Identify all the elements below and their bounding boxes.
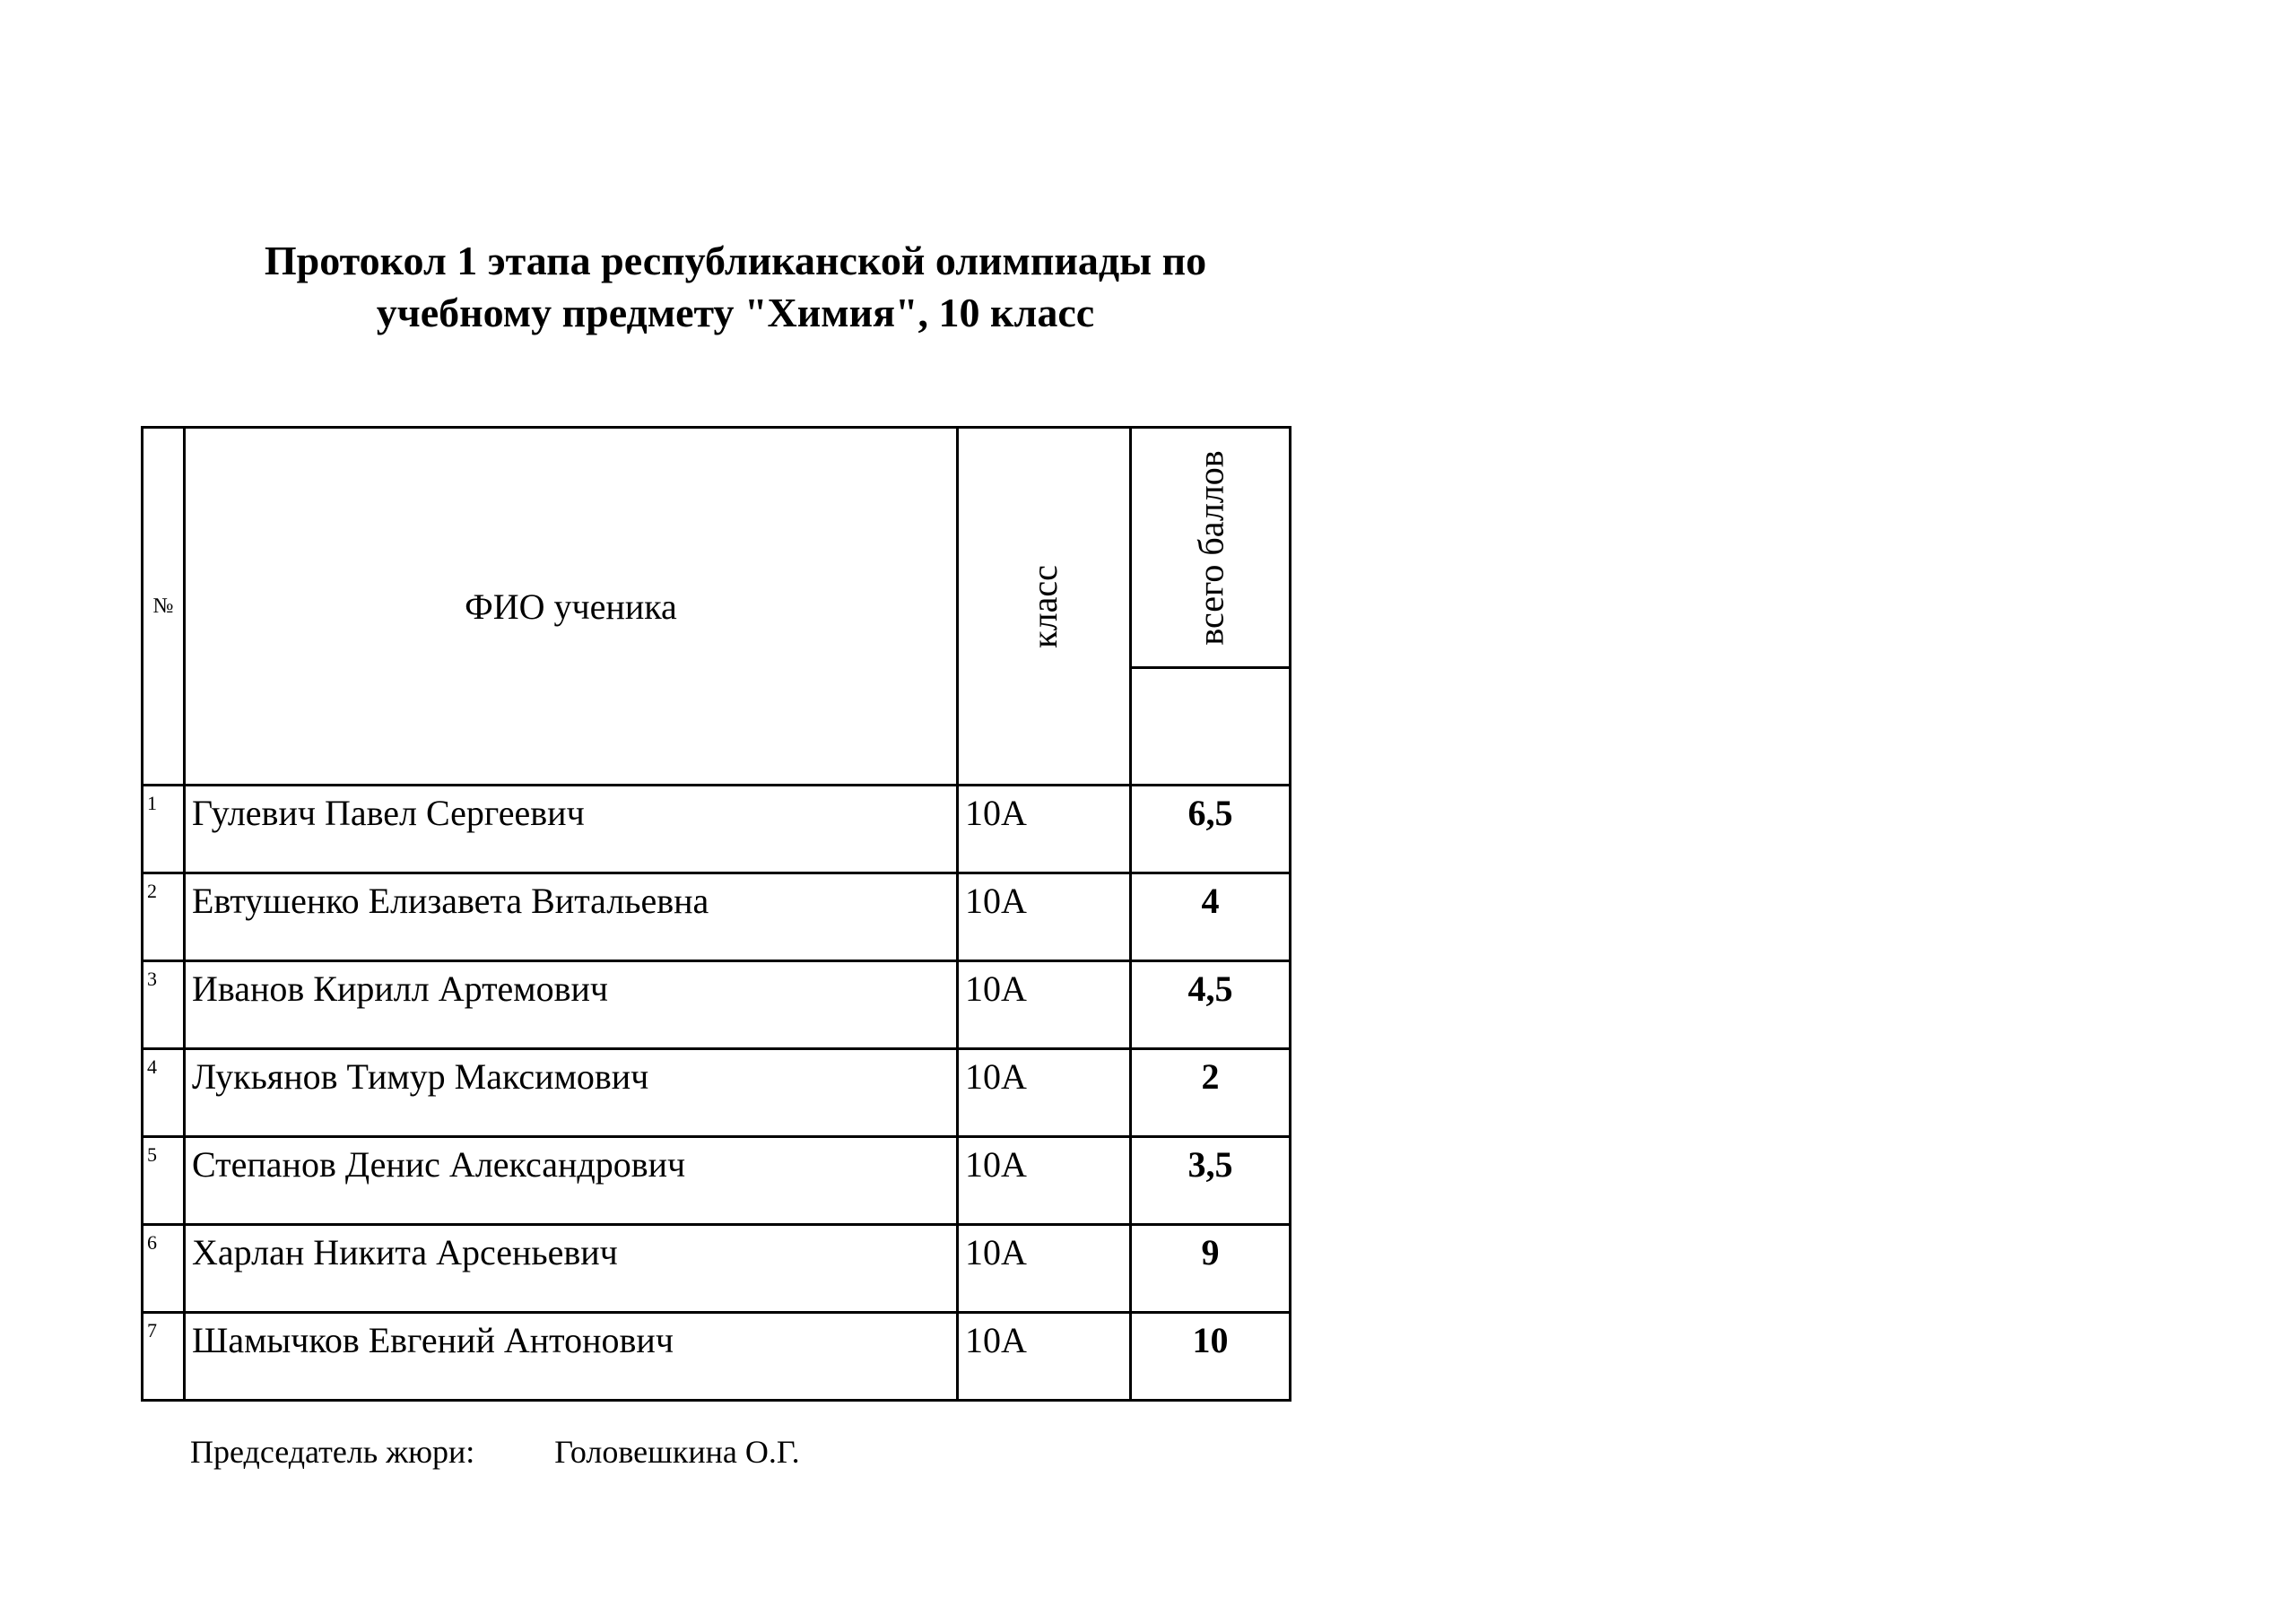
table-row (143, 873, 1291, 961)
table-row (143, 1313, 1291, 1401)
row-name: Степанов Денис Александрович (185, 1137, 958, 1225)
row-name: Харлан Никита Арсеньевич (185, 1225, 958, 1313)
table-row (143, 1225, 1291, 1313)
header-name: ФИО ученика (185, 428, 958, 786)
header-total-subcell (1131, 668, 1291, 786)
row-number: 2 (143, 873, 185, 961)
row-number: 7 (143, 1313, 185, 1401)
row-class: 10А (958, 1225, 1131, 1313)
row-score: 2 (1131, 1049, 1291, 1137)
row-name: Евтушенко Елизавета Витальевна (185, 873, 958, 961)
chair-label: Председатель жюри: (190, 1434, 475, 1470)
table-row (143, 1049, 1291, 1137)
results-table (141, 426, 1292, 1402)
table-row (143, 1137, 1291, 1225)
table-row (143, 961, 1291, 1049)
header-class-cell (958, 428, 1131, 786)
header-total: всего баллов (1190, 449, 1231, 646)
row-class: 10А (958, 786, 1131, 873)
jury-signature (190, 1433, 800, 1471)
header-class: класс (1023, 564, 1065, 648)
row-name: Лукьянов Тимур Максимович (185, 1049, 958, 1137)
row-score: 3,5 (1131, 1137, 1291, 1225)
row-class: 10А (958, 1049, 1131, 1137)
row-number: 3 (143, 961, 185, 1049)
title-line-1: Протокол 1 этапа республиканской олимпиады по (264, 238, 1207, 283)
header-number: № (143, 428, 185, 786)
row-number: 5 (143, 1137, 185, 1225)
row-name: Шамычков Евгений Антонович (185, 1313, 958, 1401)
row-number: 4 (143, 1049, 185, 1137)
header-total-cell (1131, 428, 1291, 668)
row-class: 10А (958, 873, 1131, 961)
row-name: Иванов Кирилл Артемович (185, 961, 958, 1049)
row-class: 10А (958, 1313, 1131, 1401)
row-score: 4,5 (1131, 961, 1291, 1049)
row-class: 10А (958, 1137, 1131, 1225)
table-row (143, 786, 1291, 873)
row-number: 6 (143, 1225, 185, 1313)
table-header-row (143, 428, 1291, 668)
title-line-2: учебному предмету "Химия", 10 класс (376, 290, 1095, 335)
row-score: 4 (1131, 873, 1291, 961)
document-title (144, 235, 1327, 339)
row-score: 10 (1131, 1313, 1291, 1401)
chair-name: Головешкина О.Г. (554, 1434, 800, 1470)
row-name: Гулевич Павел Сергеевич (185, 786, 958, 873)
row-number: 1 (143, 786, 185, 873)
row-score: 9 (1131, 1225, 1291, 1313)
row-score: 6,5 (1131, 786, 1291, 873)
row-class: 10А (958, 961, 1131, 1049)
